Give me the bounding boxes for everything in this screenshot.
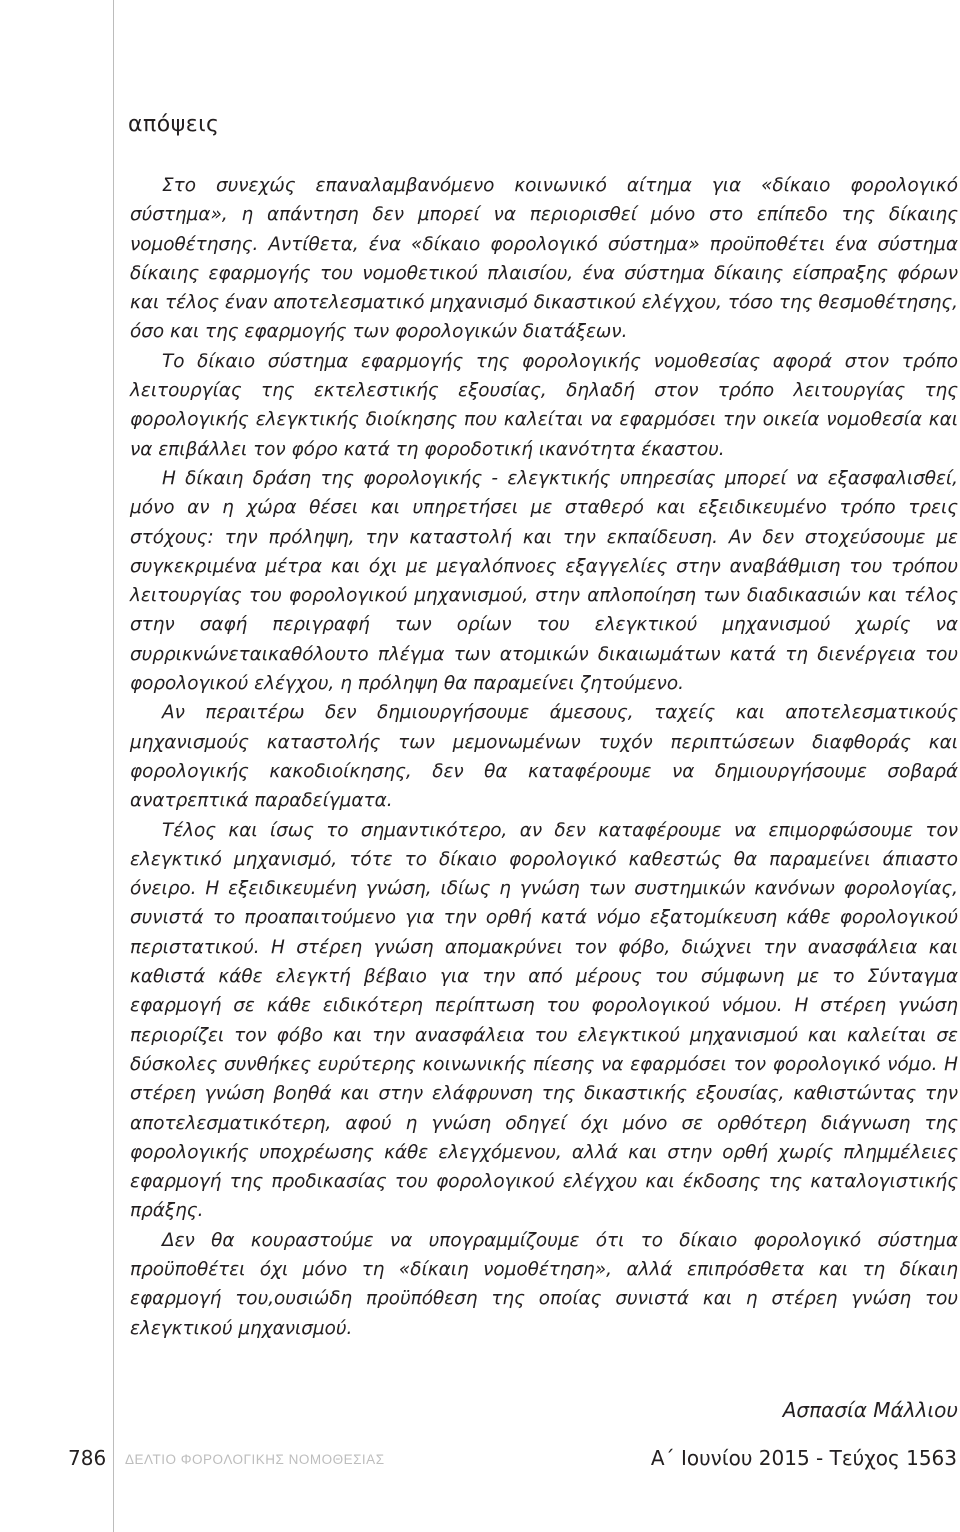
issue-info: Α΄ Ιουνίου 2015 - Τεύχος 1563 xyxy=(650,1446,957,1470)
article-body xyxy=(130,171,958,1343)
section-heading: απόψεις xyxy=(128,112,220,137)
article-paragraph: Η δίκαιη δράση της φορολογικής - ελεγκτικής υπηρεσίας μπορεί να εξασφαλισθεί, μόνο αν η χώρα θέσει και υπηρετήσει με σταθερό και εξειδικευμένο τρόπο τρεις στόχους: την πρόληψη, την καταστολή και την εκπαίδευση. Αν δεν στοχεύσουμε με συγκεκριμένα μέτρα και όχι με μεγαλόπνοες εξαγγελίες στην αναβάθμιση του τρόπου λειτουργίας του φορολογικού μηχανισμού, στην απλοποίηση των διαδικασιών και τέλος στην σαφή περιγραφή των ορίων του ελεγκτικού μηχανισμού χωρίς να συρρικνώνεταικαθόλουτο πλέγμα των ατομικών δικαιωμάτων κατά τη διενέργεια του φορολογικού ελέγχου, η πρόληψη θα παραμείνει ζητούμενο. xyxy=(130,467,958,695)
journal-title: ΔΕΛΤΙΟ ΦΟΡΟΛΟΓΙΚΗΣ ΝΟΜΟΘΕΣΙΑΣ xyxy=(125,1452,385,1467)
margin-rule xyxy=(113,0,114,1532)
article-paragraph: Τέλος και ίσως το σημαντικότερο, αν δεν καταφέρουμε να επιμορφώσουμε τον ελεγκτικό μηχανισμό, τότε το δίκαιο φορολογικό καθεστώς θα παραμείνει άπιαστο όνειρο. Η εξειδικευμένη γνώση, ιδίως η γνώση των συστημικών κανόνων φορολογίας, συνιστά το προαπαιτούμενο για την ορθή κατά νόμο εξατομίκευση κάθε φορολογικού περιστατικού. Η στέρεη γνώση απομακρύνει τον φόβο, διώχνει την ανασφάλεια και καθιστά κάθε ελεγκτή βέβαιο για την από μέρους του σύμφωνη με το Σύνταγμα εφαρμογή σε κάθε ειδικότερη περίπτωση του φορολογικού νόμου. Η στέρεη γνώση περιορίζει τον φόβο και την ανασφάλεια του ελεγκτικού μηχανισμού και καλείται σε δύσκολες συνθήκες ευρύτερης κοινωνικής πίεσης να εφαρμόσει τον φορολογικό νόμο. Η στέρεη γνώση βοηθά και στην ελάφρυνση της δικαστικής εξουσίας, καθιστώντας την αποτελεσματικότερη, αφού η γνώση οδηγεί όχι μόνο σε ορθότερη διάγνωση της φορολογικής υποχρέωσης κάθε ελεγχόμενου, αλλά και στην ορθή χωρίς πλημμέλειες εφαρμογή της προδικασίας του φορολογικού ελέγχου και έκδοσης της καταλογιστικής πράξης. xyxy=(130,819,958,1222)
article-paragraph: Το δίκαιο σύστημα εφαρμογής της φορολογικής νομοθεσίας αφορά στον τρόπο λειτουργίας της εκτελεστικής εξουσίας, δηλαδή στον τρόπο λειτουργίας της φορολογικής ελεγκτικής διοίκησης που καλείται να εφαρμόσει την οικεία νομοθεσία και να επιβάλλει τον φόρο κατά τη φοροδοτική ικανότητα έκαστου. xyxy=(130,350,958,460)
article-paragraph: Δεν θα κουραστούμε να υπογραμμίζουμε ότι το δίκαιο φορολογικό σύστημα προϋποθέτει όχι μόνο τη «δίκαιη νομοθέτηση», αλλά επιπρόσθετα και τη δίκαιη εφαρμογή του,ουσιώδη προϋπόθεση της οποίας συνιστά και η στέρεη γνώση του ελεγκτικού μηχανισμού. xyxy=(130,1229,958,1339)
author-signature: Ασπασία Μάλλιου xyxy=(782,1398,958,1422)
article-paragraph: Στο συνεχώς επαναλαμβανόμενο κοινωνικό αίτημα για «δίκαιο φορολογικό σύστημα», η απάντηση δεν μπορεί να περιορισθεί μόνο στο επίπεδο της δίκαιης νομοθέτησης. Αντίθετα, ένα «δίκαιο φορολογικό σύστημα» προϋποθέτει ένα σύστημα δίκαιης εφαρμογής του νομοθετικού πλαισίου, ένα σύστημα δίκαιης είσπραξης φόρων και τέλος έναν αποτελεσματικό μηχανισμό δικαστικού ελέγχου, τόσο της θεσμοθέτησης, όσο και της εφαρμογής των φορολογικών διατάξεων. xyxy=(130,175,958,343)
page-number: 786 xyxy=(68,1446,107,1470)
article-paragraph: Αν περαιτέρω δεν δημιουργήσουμε άμεσους, ταχείς και αποτελεσματικούς μηχανισμούς καταστολής των μεμονωμένων τυχόν περιπτώσεων διαφθοράς και φορολογικής κακοδιοίκησης, δεν θα καταφέρουμε να δημιουργήσουμε σοβαρά ανατρεπτικά παραδείγματα. xyxy=(130,702,958,812)
